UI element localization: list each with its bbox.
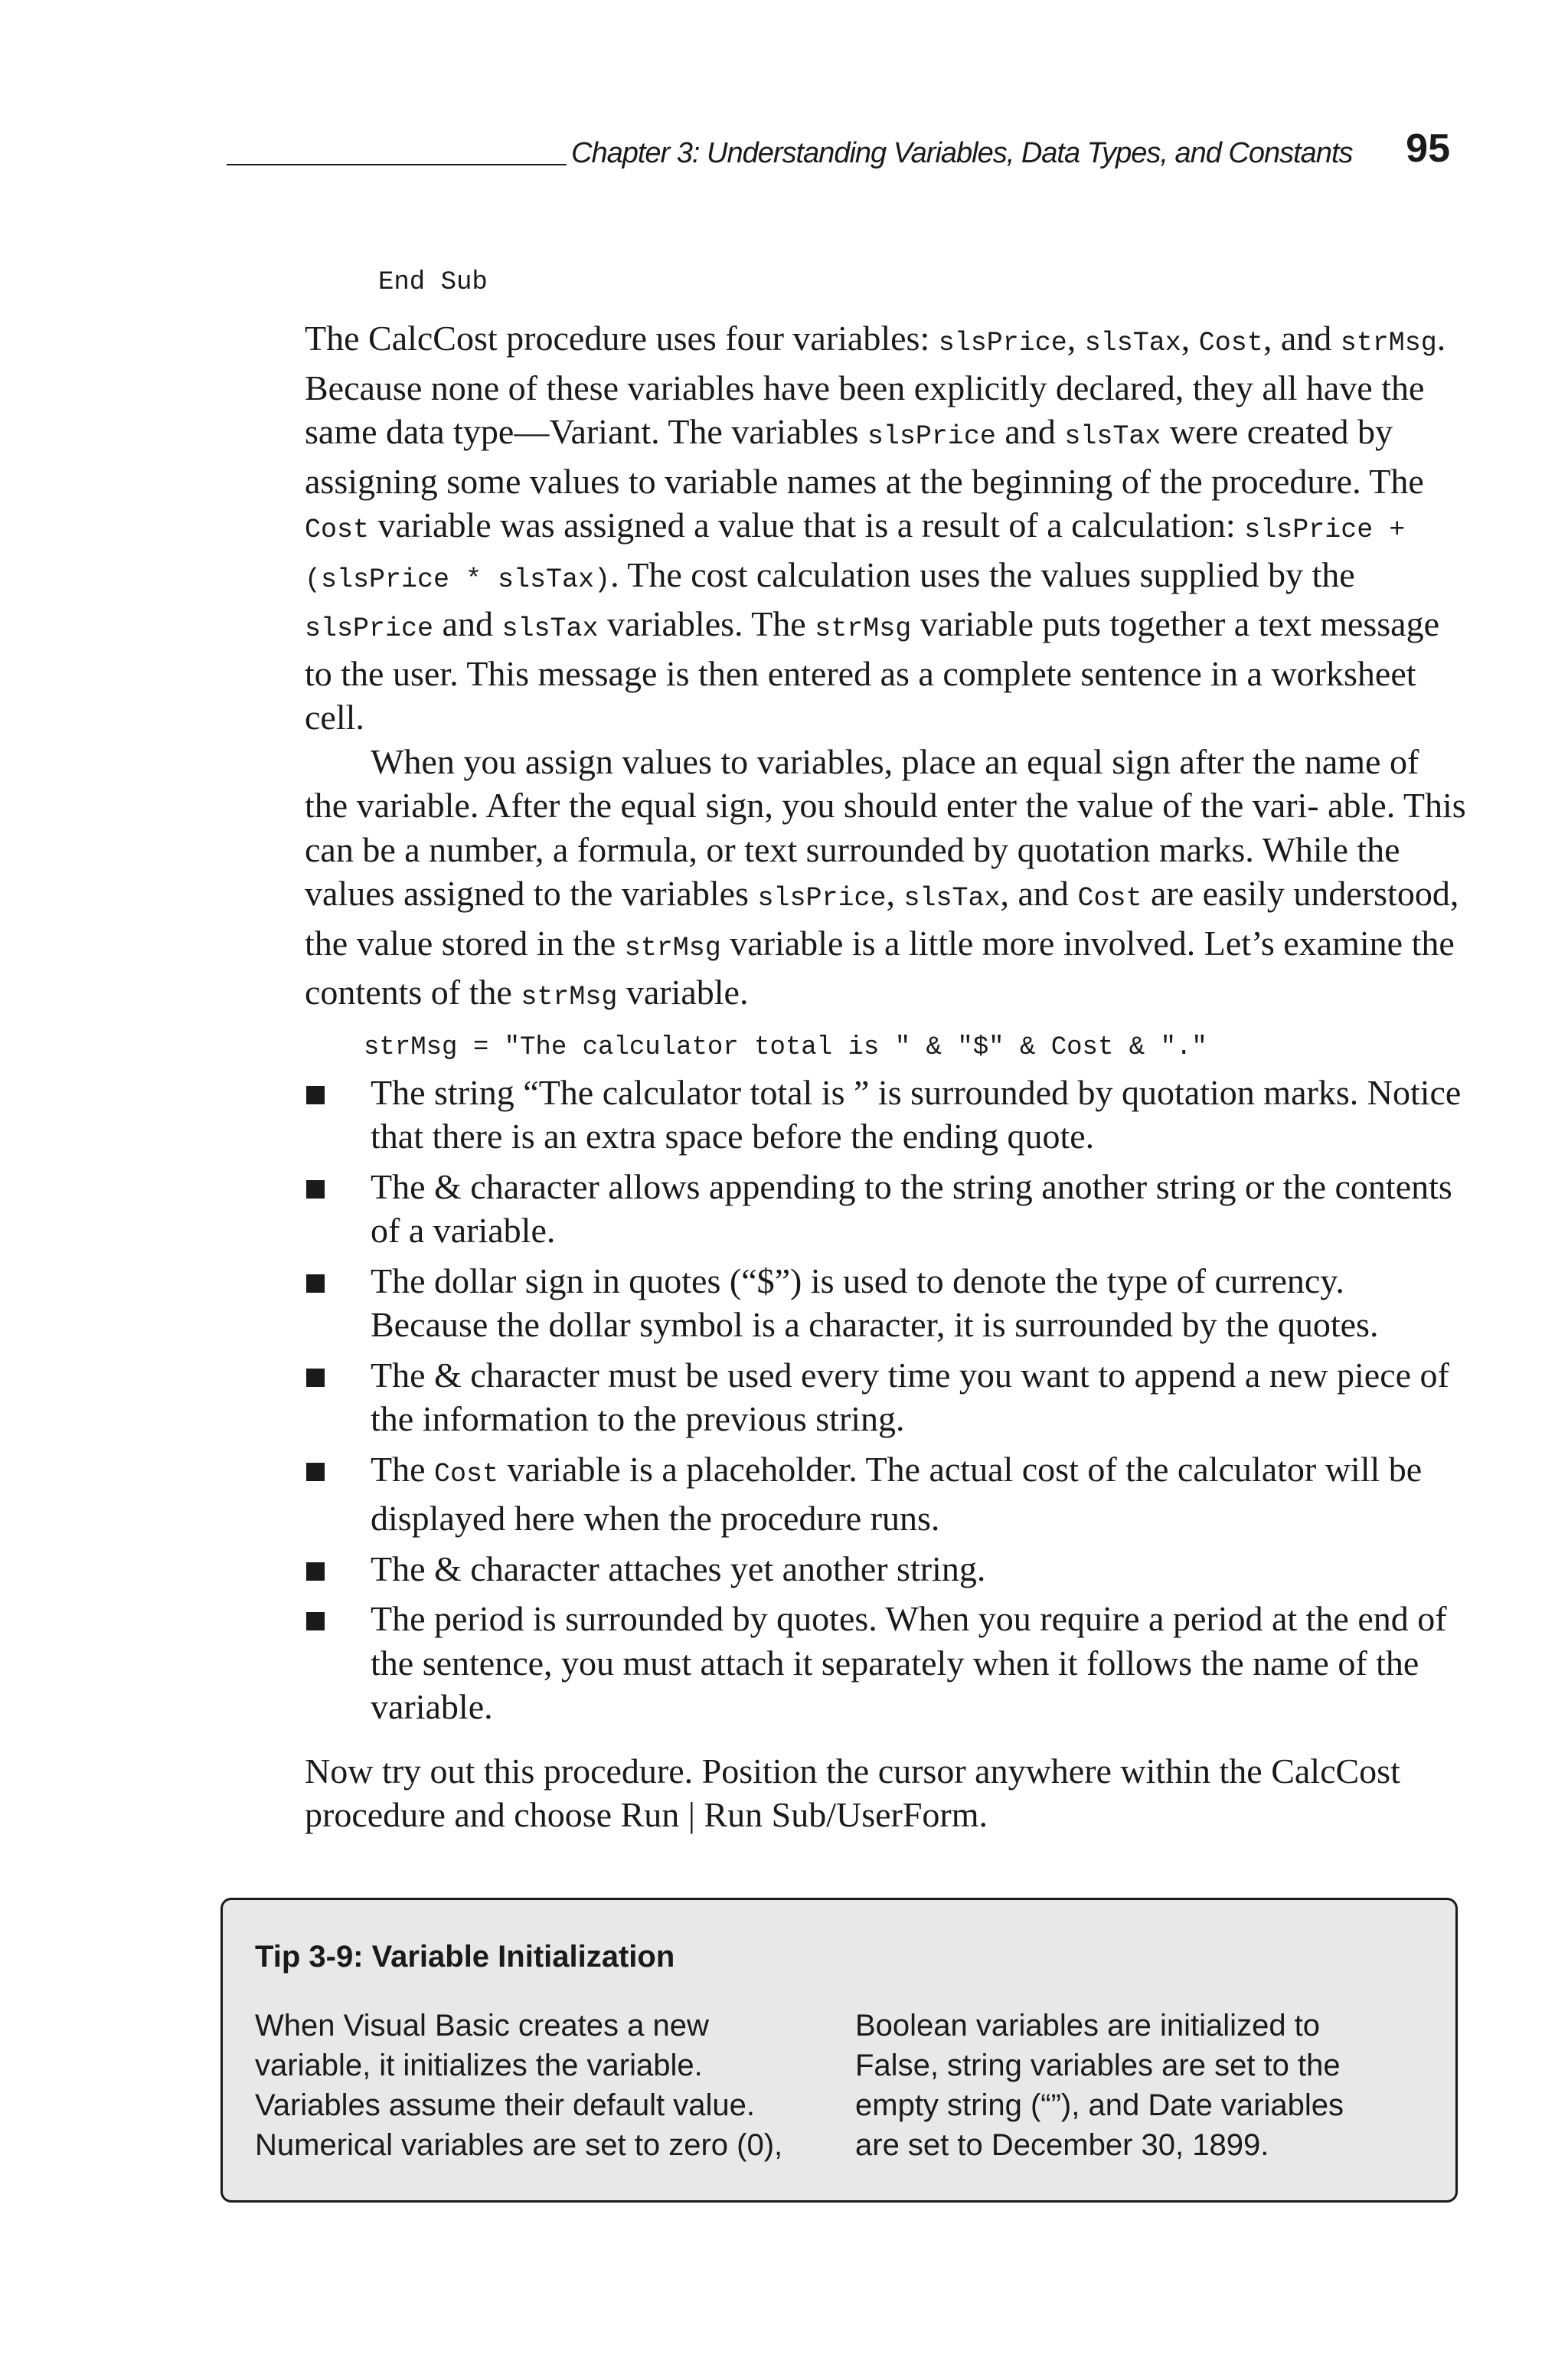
inline-code: slsPrice <box>867 421 996 452</box>
inline-code: slsPrice <box>938 328 1067 358</box>
inline-code: strMsg <box>1340 328 1437 358</box>
inline-code: Cost <box>1077 883 1142 914</box>
inline-code: slsPrice <box>757 883 887 914</box>
paragraph-3: Now try out this procedure. Position the cursor anywhere within the CalcCost procedure and choose Run | Run Sub/UserForm. <box>305 1751 1400 1834</box>
list-item: The & character allows appending to the string another string or the contents of a variable. <box>305 1165 1468 1253</box>
inline-code: slsTax <box>1084 328 1181 358</box>
list-item: The dollar sign in quotes (“$”) is used to denote the type of currency. Because the dollar symbol is a character, it is surrounded by the quotes. <box>305 1259 1468 1347</box>
square-bullet-icon <box>306 1369 325 1387</box>
chapter-title: Chapter 3: Understanding Variables, Data Types, and Constants <box>571 137 1353 169</box>
tip-title: Tip 3-9: Variable Initialization <box>255 1940 675 1974</box>
inline-code: slsPrice <box>305 613 434 644</box>
paragraph-2: When you assign values to variables, place an equal sign after the name of the variable. After the equal sign, you should enter the value of the vari- able. This can be a number, a formula, or text surrounded by quotation marks. While the values assigned to the variables slsPrice, slsTax, and Cost are easily understood, the value stored in the strMsg variable is a little more involved. Let’s examine the contents of the strMsg variable. <box>305 741 1466 1012</box>
square-bullet-icon <box>306 1463 325 1481</box>
inline-code: strMsg <box>815 613 912 644</box>
tip-box <box>220 1898 1458 2203</box>
square-bullet-icon <box>306 1180 325 1199</box>
inline-code: slsPrice + (slsPrice * slsTax) <box>305 515 1406 595</box>
square-bullet-icon <box>306 1086 325 1104</box>
list-item: The string “The calculator total is ” is surrounded by quotation marks. Notice that there is an extra space before the ending quote. <box>305 1071 1468 1159</box>
inline-code: slsTax <box>501 613 599 644</box>
page-number: 95 <box>1406 126 1450 171</box>
paragraph-1: The CalcCost procedure uses four variables: slsPrice, slsTax, Cost, and strMsg. Because none of these variables have been explicitly declared, they all have the same data type—Variant. The variables slsPrice and slsTax were created by assigning some values to variable names at the beginning of the procedure. The Cost variable was assigned a value that is a result of a calculation: slsPrice + (slsPrice * slsTax). The cost calculation uses the values supplied by the slsPrice and slsTax variables. The strMsg variable puts together a text message to the user. This message is then entered as a complete sentence in a worksheet cell. <box>305 319 1446 737</box>
inline-code: strMsg <box>624 932 721 963</box>
list-item: The & character must be used every time you want to append a new piece of the information to the previous string. <box>305 1353 1468 1441</box>
inline-code: strMsg <box>521 982 618 1012</box>
tip-text-left: When Visual Basic creates a new variable, it initializes the variable. Variables assume their default value. Numerical variables are set to zero (0), <box>255 2009 783 2162</box>
square-bullet-icon <box>306 1274 325 1293</box>
running-header <box>227 123 1467 176</box>
list-item: The Cost variable is a placeholder. The actual cost of the calculator will be displayed here when the procedure runs. <box>305 1447 1468 1541</box>
tip-text-right: Boolean variables are initialized to False, string variables are set to the empty string (“”), and Date variables are set to December 30, 1899. <box>855 2009 1344 2162</box>
code-end-sub: End Sub <box>378 268 488 297</box>
inline-code: slsTax <box>1064 421 1161 452</box>
square-bullet-icon <box>306 1562 325 1581</box>
inline-code: Cost <box>305 515 370 545</box>
list-item: The period is surrounded by quotes. When you require a period at the end of the sentence, you must attach it separately when it follows the name of the variable. <box>305 1597 1468 1729</box>
page-body <box>305 264 1468 1837</box>
header-rule <box>227 164 567 165</box>
inline-code: slsTax <box>903 883 1001 914</box>
inline-code: Cost <box>1198 328 1263 358</box>
code-strmsg-line: strMsg = "The calculator total is " & "$" & Cost & "." <box>364 1032 1207 1062</box>
inline-code: Cost <box>434 1458 499 1490</box>
square-bullet-icon <box>306 1612 325 1630</box>
list-item: The & character attaches yet another string. <box>305 1547 1468 1591</box>
bullet-list <box>305 1071 1468 1729</box>
